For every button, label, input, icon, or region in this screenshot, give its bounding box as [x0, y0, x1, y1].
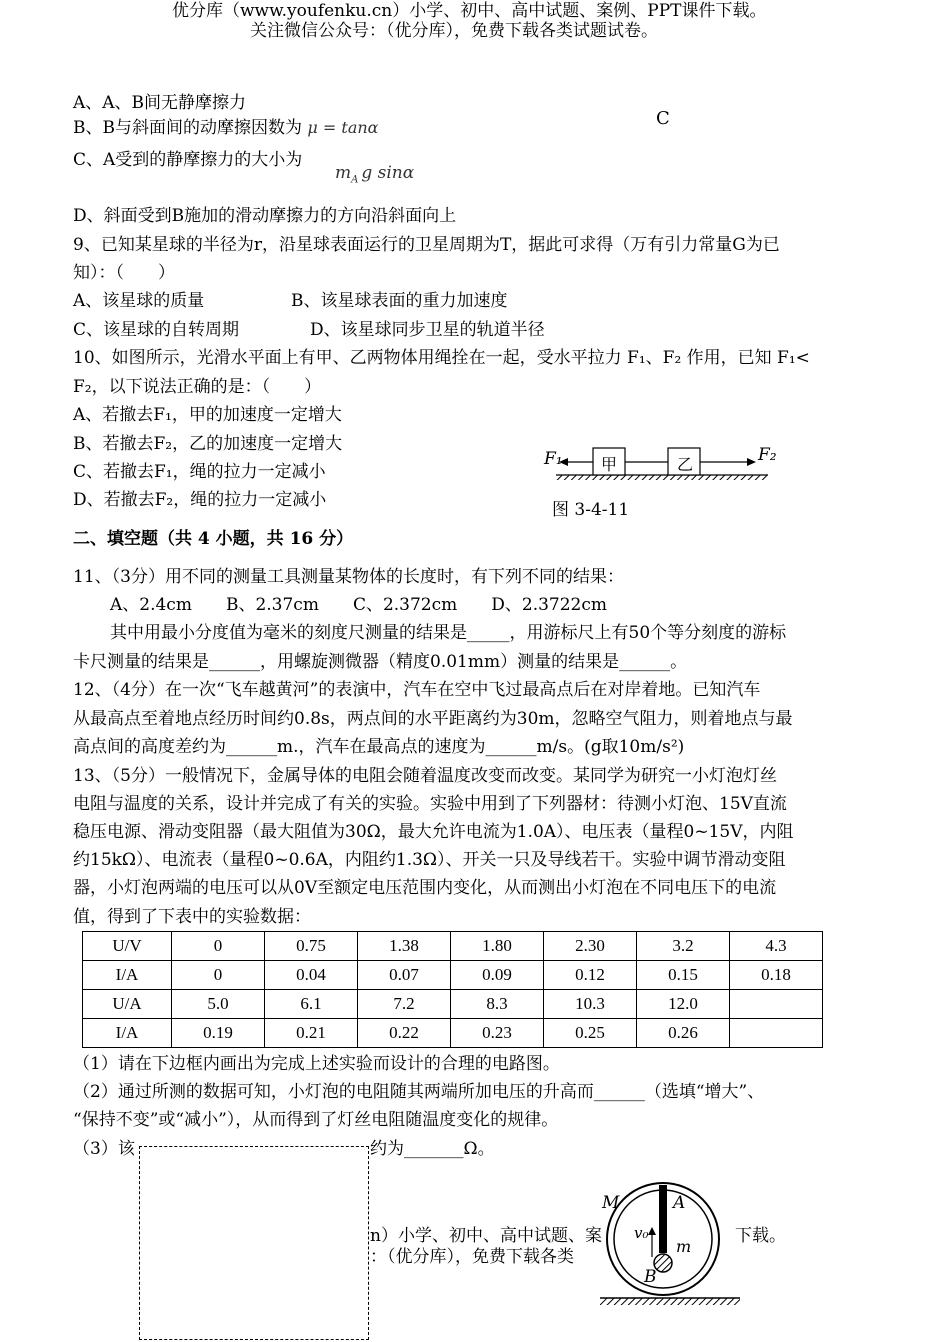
- table-cell: 4.3: [730, 932, 823, 961]
- q10-fig-box1: 甲: [601, 455, 618, 474]
- q13-line-6: 值，得到了下表中的实验数据：: [73, 907, 311, 927]
- section-2-title: 二、填空题（共 4 小题，共 16 分）: [73, 529, 354, 549]
- q10-stem-1: 10、如图所示，光滑水平面上有甲、乙两物体用绳拴在一起，受水平拉力 F₁、F₂ 作用，已知 F₁<: [73, 348, 810, 368]
- q10-option-d: D、若撤去F₂，绳的拉力一定减小: [73, 490, 327, 510]
- q8-option-a: A、A、B间无静摩擦力: [73, 93, 247, 113]
- q9-option-d: D、该星球同步卫星的轨道半径: [310, 320, 545, 340]
- q8-option-c-formula: [335, 163, 414, 185]
- q9-option-c: C、该星球的自转周期: [73, 320, 240, 340]
- table-cell: 0.09: [451, 961, 544, 990]
- table-cell: 1.38: [358, 932, 451, 961]
- table-cell: I/A: [83, 1019, 172, 1048]
- table-cell: 0.04: [265, 961, 358, 990]
- q13-line-4: 约15kΩ）、电流表（量程0~0.6A，内阻约1.3Ω）、开关一只及导线若干。实验中调节滑动变阻: [73, 850, 786, 870]
- q13-part-2b: “保持不变”或“减小”），从而得到了灯丝电阻随温度变化的规律。: [73, 1110, 559, 1130]
- table-row: [83, 990, 823, 1019]
- q11-stem: 11、（3分）用不同的测量工具测量某物体的长度时，有下列不同的结果：: [73, 567, 624, 587]
- table-cell: 0: [172, 932, 265, 961]
- table-cell: 0.21: [265, 1019, 358, 1048]
- table-cell: 7.2: [358, 990, 451, 1019]
- q8-option-c: C、A受到的静摩擦力的大小为: [73, 150, 303, 170]
- q8-option-d: D、斜面受到B施加的滑动摩擦力的方向沿斜面向上: [73, 206, 457, 226]
- q8-option-b-text: B、B与斜面间的动摩擦因数为: [73, 118, 302, 138]
- table-cell: 0.07: [358, 961, 451, 990]
- table-cell: 2.30: [544, 932, 637, 961]
- header-line-2: 关注微信公众号：（优分库），免费下载各类试题试卷。: [250, 21, 658, 41]
- q8-c-formula-rest: g sinα: [361, 163, 415, 183]
- q8-c-formula-m: m: [335, 163, 352, 183]
- footer-fragment-1: n）小学、初中、高中试题、案: [370, 1226, 602, 1246]
- ring-label-mass: m: [676, 1237, 692, 1256]
- table-cell: 0.18: [730, 961, 823, 990]
- q13-line-5: 器，小灯泡两端的电压可以从0V至额定电压范围内变化，从而测出小灯泡在不同电压下的电流: [73, 878, 777, 898]
- q8-option-b: [73, 117, 378, 139]
- table-cell: 0.23: [451, 1019, 544, 1048]
- ring-label-a: A: [673, 1193, 686, 1213]
- q9-option-b: B、该星球表面的重力加速度: [291, 291, 508, 311]
- q10-option-a: A、若撤去F₁，甲的加速度一定增大: [73, 405, 342, 425]
- q10-fig-box2: 乙: [677, 455, 694, 474]
- table-cell: 5.0: [172, 990, 265, 1019]
- q10-fig-f1: F₁: [544, 449, 563, 469]
- q13-data-table: [82, 931, 823, 1048]
- table-row: [83, 961, 823, 990]
- circuit-answer-box[interactable]: [139, 1146, 369, 1340]
- table-cell: 0.15: [637, 961, 730, 990]
- table-row: [83, 1019, 823, 1048]
- table-cell: 0.26: [637, 1019, 730, 1048]
- table-cell: 6.1: [265, 990, 358, 1019]
- q10-fig-f2: F₂: [758, 445, 777, 465]
- q13-part-3a: （3）该: [73, 1139, 135, 1159]
- q8-figure-label: C: [656, 108, 670, 129]
- table-cell: U/A: [83, 990, 172, 1019]
- q9-stem-2: 知）：（ ）: [73, 263, 175, 283]
- table-cell: 0.22: [358, 1019, 451, 1048]
- q13-line-3: 稳压电源、滑动变阻器（最大阻值为30Ω，最大允许电流为1.0A）、电压表（量程0~15V，内阻: [73, 822, 794, 842]
- q10-option-b: B、若撤去F₂，乙的加速度一定增大: [73, 434, 343, 454]
- table-cell: I/A: [83, 961, 172, 990]
- q13-line-2: 电阻与温度的关系，设计并完成了有关的实验。实验中用到了下列器材：待测小灯泡、15V直流: [73, 794, 787, 814]
- ground-hatch: [556, 475, 768, 480]
- ring-label-b: B: [644, 1267, 657, 1287]
- ring-label-m-upper: M: [602, 1193, 620, 1213]
- table-cell: 8.3: [451, 990, 544, 1019]
- table-cell: 0: [172, 961, 265, 990]
- q10-figure: [540, 440, 780, 490]
- q11-options: A、2.4cm B、2.37cm C、2.372cm D、2.3722cm: [110, 595, 608, 615]
- table-cell: 0.25: [544, 1019, 637, 1048]
- ring-label-v0: v₀: [634, 1224, 649, 1242]
- q13-part-2a: （2）通过所测的数据可知，小灯泡的电阻随其两端所加电压的升高而______（选填“增大”、: [73, 1082, 765, 1102]
- q12-line-3: 高点间的高度差约为______m.，汽车在最高点的速度为______m/s。(g取10m/s²): [73, 737, 685, 757]
- table-cell: 0.75: [265, 932, 358, 961]
- q8-c-formula-sub: A: [351, 174, 359, 186]
- q10-fig-caption: 图 3-4-11: [552, 500, 630, 520]
- q11-line-1: 其中用最小分度值为毫米的刻度尺测量的结果是_____，用游标尺上有50个等分刻度的游标: [110, 623, 787, 643]
- ring-ground-hatch: [600, 1298, 740, 1305]
- table-cell: U/V: [83, 932, 172, 961]
- q9-stem-1: 9、已知某星球的半径为r，沿星球表面运行的卫星周期为T，据此可求得（万有引力常量G为已: [73, 235, 780, 255]
- q12-line-1: 12、（4分）在一次“飞车越黄河”的表演中，汽车在空中飞过最高点后在对岸着地。已知汽车: [73, 680, 761, 700]
- ring-rod: [659, 1185, 667, 1253]
- arrow-f2-head: [747, 458, 756, 466]
- table-cell: 12.0: [637, 990, 730, 1019]
- q13-line-1: 13、（5分）一般情况下，金属导体的电阻会随着温度改变而改变。某同学为研究一小灯泡灯丝: [73, 766, 777, 786]
- footer-fragment-2: ：（优分库），免费下载各类: [370, 1247, 574, 1267]
- q10-stem-2: F₂，以下说法正确的是：（ ）: [73, 377, 322, 397]
- table-cell: 0.12: [544, 961, 637, 990]
- q11-line-2: 卡尺测量的结果是______，用螺旋测微器（精度0.01mm）测量的结果是______。: [73, 652, 688, 672]
- q13-part-3b: 约为_______Ω。: [370, 1139, 495, 1159]
- q10-option-c: C、若撤去F₁，绳的拉力一定减小: [73, 462, 326, 482]
- table-row: [83, 932, 823, 961]
- q9-option-a: A、该星球的质量: [73, 291, 205, 311]
- table-cell: [730, 990, 823, 1019]
- table-cell: 10.3: [544, 990, 637, 1019]
- q8-option-b-formula: μ = tanα: [307, 118, 379, 137]
- q12-line-2: 从最高点至着地点经历时间约0.8s，两点间的水平距离约为30m，忽略空气阻力，则着地点与最: [73, 709, 793, 729]
- header-line-1: 优分库（www.youfenku.cn）小学、初中、高中试题、案例、PPT课件下载。: [172, 1, 767, 21]
- table-cell: 3.2: [637, 932, 730, 961]
- q13-part-1: （1）请在下边框内画出为完成上述实验而设计的合理的电路图。: [73, 1054, 560, 1074]
- table-cell: 0.19: [172, 1019, 265, 1048]
- table-cell: 1.80: [451, 932, 544, 961]
- table-cell: [730, 1019, 823, 1048]
- footer-fragment-1b: 下载。: [735, 1226, 786, 1246]
